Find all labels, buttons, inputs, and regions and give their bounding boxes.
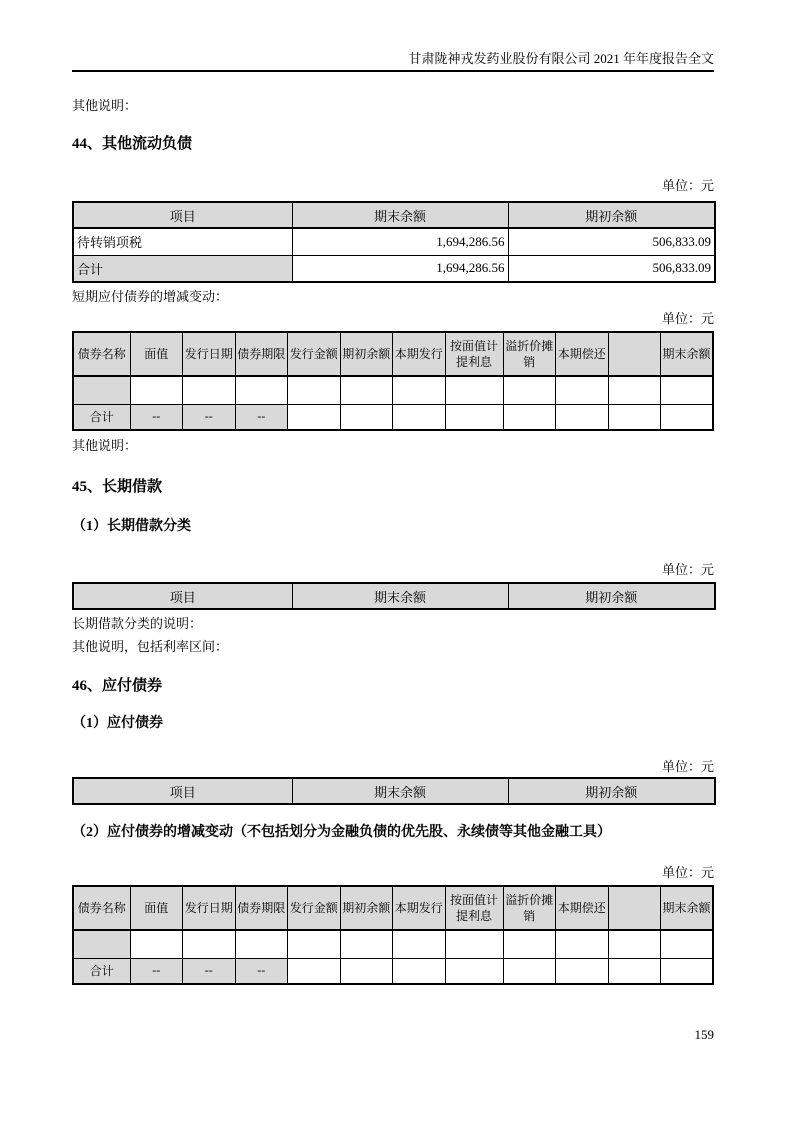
col-header-par-value: 面值 — [130, 886, 183, 930]
unit-label-1: 单位：元 — [661, 178, 714, 193]
col-header-current-issue: 本期发行 — [393, 332, 446, 376]
table-cell — [503, 958, 556, 984]
unit-label-5: 单位：元 — [661, 865, 714, 880]
table-cell — [130, 930, 183, 958]
table-header-row — [73, 583, 715, 609]
col-header-item: 项目 — [73, 778, 292, 804]
table-cell — [393, 958, 446, 984]
table-cell — [235, 376, 288, 404]
col-header-issue-amount: 发行金额 — [288, 332, 341, 376]
page-number: 159 — [694, 1027, 714, 1042]
cell-bond-name — [73, 376, 130, 404]
cell-total-label: 合计 — [73, 958, 130, 984]
table-cell — [503, 404, 556, 430]
table-empty-row — [73, 376, 713, 404]
col-header-bond-term: 债券期限 — [235, 332, 288, 376]
cell-bond-term: -- — [235, 404, 288, 430]
table-cell — [288, 930, 341, 958]
table-cell — [503, 376, 556, 404]
section-46-sub-heading-2: （2）应付债券的增减变动（不包括划分为金融负债的优先股、永续债等其他金融工具） — [72, 825, 611, 840]
col-header-current-repayment: 本期偿还 — [556, 886, 609, 930]
cell-total-label: 合计 — [73, 404, 130, 430]
cell-bond-name — [73, 930, 130, 958]
table-header-row — [73, 332, 713, 376]
cell-issue-date: -- — [183, 404, 236, 430]
col-header-item: 项目 — [73, 583, 292, 609]
short-term-bond-table — [72, 331, 714, 431]
table-cell — [445, 930, 503, 958]
table-cell — [235, 930, 288, 958]
col-header-issue-date: 发行日期 — [183, 332, 236, 376]
table-cell — [608, 376, 661, 404]
cell-par-value: -- — [130, 404, 183, 430]
col-header-opening-balance: 期初余额 — [340, 332, 393, 376]
cell-bond-term: -- — [235, 958, 288, 984]
table-cell — [340, 930, 393, 958]
table-cell — [608, 958, 661, 984]
col-header-issue-date: 发行日期 — [183, 886, 236, 930]
table-cell — [661, 930, 714, 958]
col-header-par-value: 面值 — [130, 332, 183, 376]
col-header-current-repayment: 本期偿还 — [556, 332, 609, 376]
cell-issue-date: -- — [183, 958, 236, 984]
table-total-row — [73, 255, 715, 282]
cell-opening-balance: 506,833.09 — [508, 228, 715, 255]
bonds-payable-table — [72, 777, 716, 805]
cell-closing-balance: 1,694,286.56 — [292, 255, 508, 282]
section-46-sub-heading-1: （1）应付债券 — [72, 716, 163, 731]
unit-label-2: 单位：元 — [661, 311, 714, 326]
col-header-closing-balance: 期末余额 — [661, 332, 714, 376]
table-cell — [661, 376, 714, 404]
report-title: 甘肃陇神戎发药业股份有限公司 2021 年年度报告全文 — [408, 51, 714, 66]
table-cell — [608, 404, 661, 430]
other-current-liabilities-table — [72, 201, 716, 283]
table-cell — [445, 958, 503, 984]
table-cell — [130, 376, 183, 404]
col-header-closing-balance: 期末余额 — [292, 202, 508, 228]
table-cell — [503, 930, 556, 958]
table-cell — [340, 404, 393, 430]
col-header-opening-balance: 期初余额 — [508, 202, 715, 228]
table-cell — [183, 930, 236, 958]
table-cell — [288, 404, 341, 430]
col-header-bond-name: 债券名称 — [73, 332, 130, 376]
unit-label-4: 单位：元 — [661, 759, 714, 774]
cell-opening-balance: 506,833.09 — [508, 255, 715, 282]
table-cell — [445, 404, 503, 430]
unit-label-3: 单位：元 — [661, 562, 714, 577]
table-cell — [608, 930, 661, 958]
table-cell — [288, 958, 341, 984]
loan-classification-note: 长期借款分类的说明： — [72, 616, 203, 631]
table-cell — [288, 376, 341, 404]
table-header-row — [73, 778, 715, 804]
col-header-bond-name: 债券名称 — [73, 886, 130, 930]
table-header-row — [73, 202, 715, 228]
other-note-top: 其他说明： — [72, 98, 138, 113]
cell-closing-balance: 1,694,286.56 — [292, 228, 508, 255]
col-header-blank — [608, 332, 661, 376]
short-term-bond-note: 短期应付债券的增减变动： — [72, 289, 229, 304]
col-header-opening-balance: 期初余额 — [508, 583, 715, 609]
long-term-loan-table — [72, 582, 716, 610]
col-header-item: 项目 — [73, 202, 292, 228]
col-header-premium-amortization: 溢折价摊销 — [503, 332, 556, 376]
table-cell — [340, 958, 393, 984]
cell-par-value: -- — [130, 958, 183, 984]
table-cell — [556, 958, 609, 984]
col-header-opening-balance: 期初余额 — [340, 886, 393, 930]
section-45-heading: 45、长期借款 — [72, 479, 163, 495]
table-cell — [393, 404, 446, 430]
table-cell — [661, 958, 714, 984]
col-header-bond-term: 债券期限 — [235, 886, 288, 930]
table-cell — [556, 930, 609, 958]
page-content — [0, 51, 793, 1043]
section-44-heading: 44、其他流动负债 — [72, 136, 193, 152]
report-header — [72, 51, 714, 72]
table-cell — [393, 376, 446, 404]
col-header-current-issue: 本期发行 — [393, 886, 446, 930]
col-header-blank — [608, 886, 661, 930]
col-header-interest-at-par: 按面值计提利息 — [445, 886, 503, 930]
col-header-interest-at-par: 按面值计提利息 — [445, 332, 503, 376]
cell-item: 待转销项税 — [73, 228, 292, 255]
cell-total-label: 合计 — [73, 255, 292, 282]
table-total-row — [73, 958, 713, 984]
bonds-payable-change-table — [72, 885, 714, 985]
table-cell — [445, 376, 503, 404]
col-header-opening-balance: 期初余额 — [508, 778, 715, 804]
table-cell — [556, 376, 609, 404]
table-empty-row — [73, 930, 713, 958]
table-total-row — [73, 404, 713, 430]
col-header-premium-amortization: 溢折价摊销 — [503, 886, 556, 930]
col-header-closing-balance: 期末余额 — [661, 886, 714, 930]
table-cell — [183, 376, 236, 404]
interest-rate-note: 其他说明，包括利率区间： — [72, 639, 229, 654]
table-cell — [393, 930, 446, 958]
table-row — [73, 228, 715, 255]
table-cell — [340, 376, 393, 404]
other-note-44: 其他说明： — [72, 438, 138, 453]
col-header-closing-balance: 期末余额 — [292, 778, 508, 804]
col-header-issue-amount: 发行金额 — [288, 886, 341, 930]
table-header-row — [73, 886, 713, 930]
table-cell — [661, 404, 714, 430]
col-header-closing-balance: 期末余额 — [292, 583, 508, 609]
section-45-sub-heading-1: （1）长期借款分类 — [72, 519, 191, 534]
table-cell — [556, 404, 609, 430]
section-46-heading: 46、应付债券 — [72, 678, 163, 694]
